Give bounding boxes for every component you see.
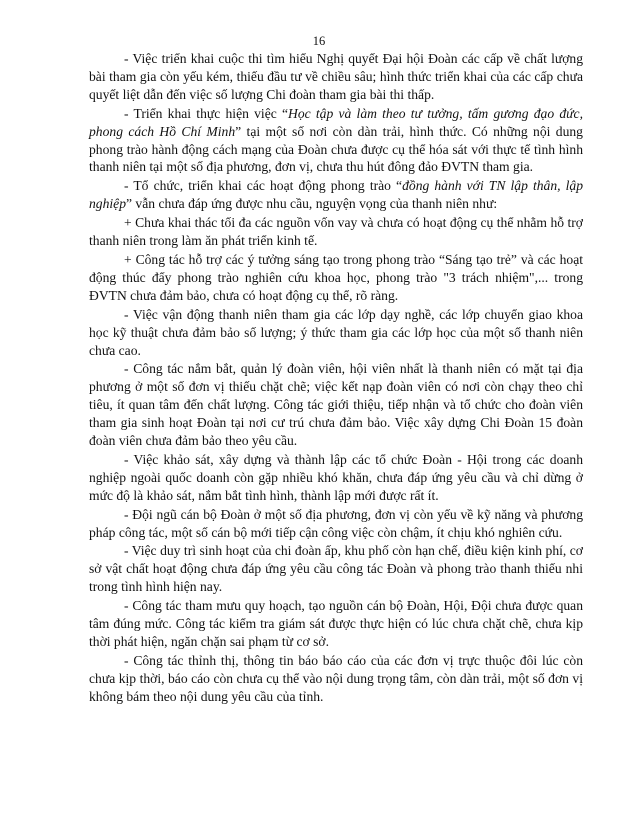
paragraph (89, 251, 583, 305)
paragraph (89, 597, 583, 651)
italic-quote: Học tập và làm theo tư tưởng, tấm gương đạo đức, phong cách Hồ Chí Minh (89, 105, 583, 139)
text-run: ” vẫn chưa đáp ứng được nhu cầu, nguyện vọng của thanh niên như: (126, 196, 498, 212)
text-run: ” tại một số nơi còn dàn trải, hình thức. Có những nội dung phong trào hành động cách mạng của Đoàn chưa được cụ thể hóa sát với thực tế tình hình thanh niên tại một số địa phương, đơn vị, chưa thu hút đông đảo ĐVTN tham gia. (89, 123, 583, 175)
paragraph (89, 506, 583, 542)
text-run: + Công tác hỗ trợ các ý tưởng sáng tạo trong phong trào “Sáng tạo trẻ” và các hoạt động thúc đẩy phong trào nghiên cứu khoa học, phong trào "3 trách nhiệm",... trong ĐVTN chưa đảm bảo, chưa có hoạt động cụ thể, rõ ràng. (89, 251, 583, 303)
text-run: - Công tác thỉnh thị, thông tin báo báo cáo của các đơn vị trực thuộc đôi lúc còn chưa kịp thời, báo cáo còn chưa cụ thể vào nội dung trọng tâm, còn dàn trải, một số đơn vị không bám theo nội dung yêu cầu của tỉnh. (89, 652, 583, 704)
paragraph (89, 652, 583, 706)
paragraph (89, 105, 583, 177)
text-run: - Triển khai thực hiện việc “ (124, 105, 289, 121)
page-number: 16 (312, 34, 326, 48)
text-run: - Đội ngũ cán bộ Đoàn ở một số địa phương, đơn vị còn yếu về kỹ năng và phương pháp công tác, một số cán bộ mới tiếp cận công việc còn chậm, ít chịu khó nghiên cứu. (89, 506, 583, 540)
paragraph (89, 542, 583, 596)
paragraph (89, 306, 583, 360)
paragraph (89, 360, 583, 450)
text-run: - Việc triển khai cuộc thi tìm hiểu Nghị quyết Đại hội Đoàn các cấp về chất lượng bài tham gia còn yếu kém, thiếu đầu tư về chiều sâu; hình thức triển khai của các cấp chưa quyết liệt dẫn đến việc số lượng Chi đoàn tham gia bài thi thấp. (89, 51, 583, 102)
text-run: - Công tác nắm bắt, quản lý đoàn viên, hội viên nhất là thanh niên có mặt tại địa phương ở một số đơn vị thiếu chặt chẽ; việc kết nạp đoàn viên có nơi còn chạy theo chỉ tiêu, ít quan tâm đến chất lượng. Công tác giới thiệu, tiếp nhận và tổ chức cho đoàn viên tham gia sinh hoạt Đoàn tại nơi cư trú chưa đảm bảo. Việc xây dựng Chi Đoàn 15 đoàn đoàn viên chưa đảm bảo theo yêu cầu. (89, 361, 583, 449)
text-run: - Việc vận động thanh niên tham gia các lớp dạy nghề, các lớp chuyển giao khoa học kỹ thuật chưa đảm bảo số lượng; ý thức tham gia các lớp học của một số thanh niên chưa cao. (89, 306, 583, 358)
italic-quote: đồng hành với TN lập thân, lập nghiệp (89, 178, 584, 212)
text-run: - Công tác tham mưu quy hoạch, tạo nguồn cán bộ Đoàn, Hội, Đội chưa được quan tâm đúng mức. Công tác kiểm tra giám sát được thực hiện có lúc chưa chặt chẽ, chưa kịp thời phát hiện, ngăn chặn sai phạm từ cơ sở. (89, 598, 583, 649)
paragraph (89, 177, 583, 213)
document-body (89, 50, 583, 707)
text-run: - Tổ chức, triển khai các hoạt động phong trào “ (124, 178, 403, 194)
paragraph (89, 50, 583, 104)
text-run: - Việc duy trì sinh hoạt của chi đoàn ấp, khu phố còn hạn chế, điều kiện kinh phí, cơ sở vật chất hoạt động chưa đáp ứng yêu cầu công tác Đoàn và phong trào thanh thiếu nhi trong tình hình hiện nay. (89, 543, 583, 595)
paragraph (89, 214, 583, 250)
text-run: - Việc khảo sát, xây dựng và thành lập các tổ chức Đoàn - Hội trong các doanh nghiệp ngoài quốc doanh còn gặp nhiều khó khăn, chưa đáp ứng yêu cầu và chỉ dừng ở mức độ là khảo sát, nắm bắt tình hình, thành lập mới được rất ít. (89, 451, 583, 503)
paragraph (89, 451, 583, 505)
text-run: + Chưa khai thác tối đa các nguồn vốn vay và chưa có hoạt động cụ thể nhằm hỗ trợ thanh niên trong làm ăn phát triển kinh tế. (89, 215, 583, 249)
